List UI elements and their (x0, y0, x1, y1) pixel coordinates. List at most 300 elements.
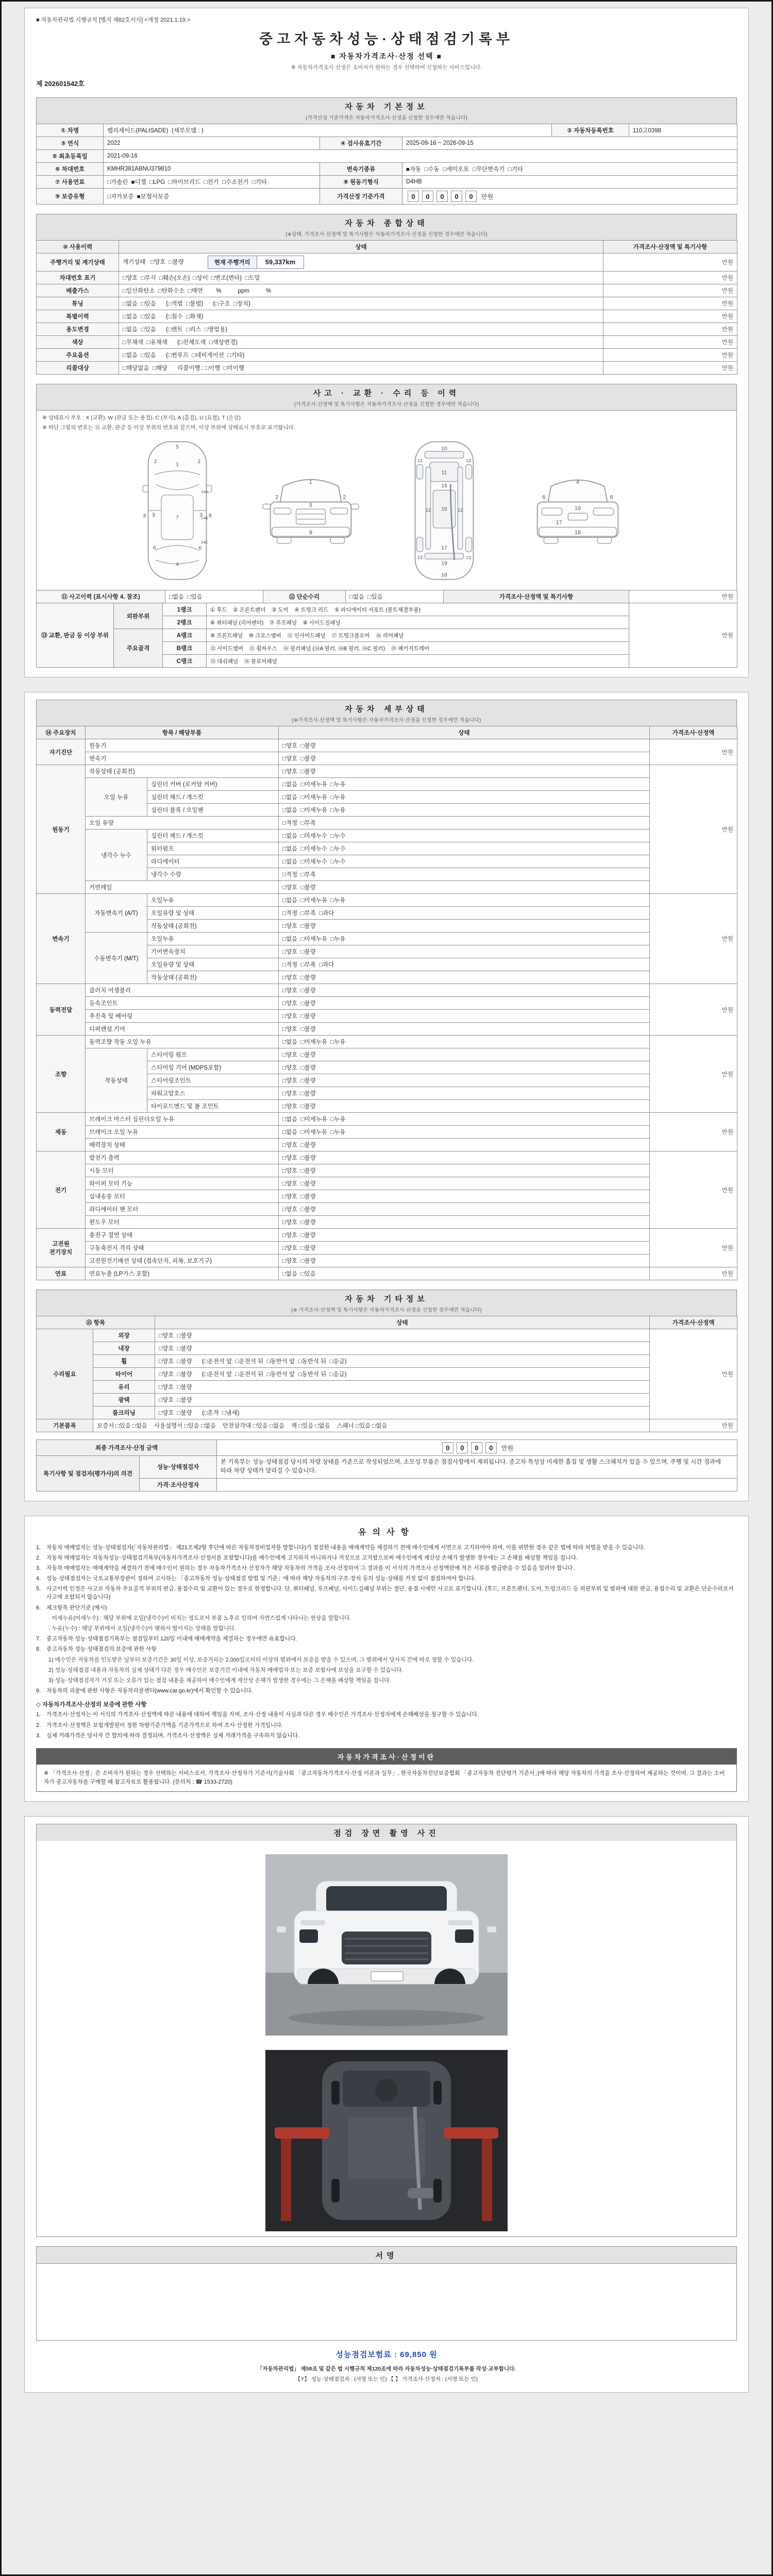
section-sign-header (36, 2246, 737, 2263)
overall-usage-label: 특별이력 (37, 310, 119, 323)
svg-text:18: 18 (575, 530, 581, 536)
detail-row (37, 1203, 737, 1216)
misc-row (37, 1419, 737, 1432)
notice-text: 사고이력 인정은 사고로 자동차 주요골격 부위의 판금, 용접수리 및 교환이 있는 경우로 한정합니다. 단, 쿼터패널, 루프패널, 사이드실패널 부위는 절단, 용접 시에만 사고로 표기합니다. (후드, 프론트펜더, 도어, 트렁크리드 등 외판부위 및 범퍼에 대한 판금, 용접수리 및 교환은 단순수리로서 사고에 포함되지 않습니다) (46, 1586, 734, 1601)
accident-price-header: 가격조사·산정액 및 특기사항 (444, 590, 629, 603)
section-accident-note: (가격조사·산정액 및 특기사항은 자동차가격조사·산정을 신청한 경우에만 적습니다) (294, 402, 479, 408)
item-label: 추진축 및 베어링 (86, 1010, 279, 1023)
item-status: □양호 □불량 (279, 1216, 650, 1229)
sheet-photos (24, 1816, 749, 2393)
detail-row (37, 778, 737, 791)
device-price: 만원 (650, 739, 737, 765)
item-status: □양호 □불량 (279, 1151, 650, 1164)
svg-text:1: 1 (176, 462, 179, 468)
car-top-view-diagram (136, 437, 219, 584)
svg-text:3: 3 (199, 512, 203, 518)
detail-row (37, 984, 737, 997)
device-label: 원동기 (37, 765, 86, 894)
section-detail-note: (※가격조사·산정액 및 특기사항은 자동차가격조사·산정을 신청한 경우에만 적습니다) (292, 718, 481, 723)
overall-price: 만원 (603, 284, 737, 297)
section-detail-title: 자동차 세부상태 (345, 705, 428, 714)
svg-text:2: 2 (197, 459, 201, 465)
price-digit: 0 (408, 191, 419, 202)
table-row (37, 1478, 737, 1491)
notice-item (36, 1614, 737, 1622)
sheet-detail (24, 692, 749, 1501)
item-label: 동력조향 작동 오일 누유 (86, 1036, 279, 1048)
final-price-table (36, 1439, 737, 1456)
svg-text:14C: 14C (200, 540, 208, 545)
svg-text:10: 10 (441, 446, 447, 452)
table-row (37, 124, 737, 137)
svg-text:18: 18 (441, 572, 447, 578)
item-label: 오일 유량 (86, 817, 279, 829)
item-label: 스티어링 기어 (MDPS포함) (147, 1061, 279, 1074)
misc-item-label: 광택 (93, 1394, 155, 1406)
device-price: 만원 (650, 1267, 737, 1280)
overall-status: □양호 □부식 □훼손(오손) □상이 □변조(변타) □도말 (119, 272, 603, 284)
item-status: □없음 □미세누유 □누유 (279, 791, 650, 804)
car-diagrams (40, 432, 733, 588)
section-basic-info-header (36, 97, 737, 124)
item-status: □양호 □불량 (279, 1023, 650, 1036)
device-subgroup-label: 자동변속기 (A/T) (86, 894, 147, 933)
overall-price: 만원 (603, 336, 737, 349)
item-status: □양호 □불량 (279, 945, 650, 958)
device-price: 만원 (650, 1036, 737, 1113)
exchange-parts-label: ⑬ 교환, 판금 등 이상 부위 (37, 603, 114, 668)
rank-label: C랭크 (163, 655, 207, 668)
item-status: □양호 □불량 (279, 1010, 650, 1023)
misc-row (37, 1381, 737, 1394)
overall-usage-label: 용도변경 (37, 323, 119, 336)
page-subtitle: ■ 자동차가격조사·산정 선택 ■ (330, 52, 442, 60)
overall-price: 만원 (603, 323, 737, 336)
item-status: □없음 □미세누수 □누수 (279, 842, 650, 855)
detail-row (37, 894, 737, 907)
detail-row (37, 1151, 737, 1164)
year-label: ③ 연식 (37, 137, 104, 150)
notice-text: 중고자동차 성능·상태점검의 보증에 관한 사항 (46, 1646, 157, 1653)
section-misc-header (36, 1290, 737, 1316)
notice-text: 자동차의 리콜에 관한 사항은 자동차리콜센터(www.car.go.kr)에서 확인할 수 있습니다. (46, 1688, 253, 1694)
item-status: □양호 □불량 (279, 1061, 650, 1074)
overall-col-price: 가격조사·산정액 및 특기사항 (603, 241, 737, 253)
misc-price: 만원 (650, 1419, 737, 1432)
misc-item-label: 외장 (93, 1329, 155, 1342)
overall-row (37, 297, 737, 310)
notice-item (36, 1645, 737, 1653)
rank-parts: ⑥ 쿼터패널 (리어펜더) ⑦ 루프패널 ⑧ 사이드실패널 (207, 616, 629, 629)
item-status: □없음 □미세누유 □누유 (279, 933, 650, 945)
section-accident-header (36, 384, 737, 410)
svg-text:15: 15 (441, 483, 447, 489)
final-price-value (217, 1440, 737, 1456)
notice-number: 2. (36, 1722, 41, 1728)
item-label: 변속기 (86, 752, 279, 765)
detail-row (37, 817, 737, 829)
rank-label: 1랭크 (163, 603, 207, 616)
item-status: □없음 □미세누유 □누유 (279, 778, 650, 791)
misc-row (37, 1342, 737, 1355)
svg-text:4: 4 (176, 562, 179, 568)
item-status: □없음 □미세누유 □누유 (279, 894, 650, 907)
item-label: 윈도우 모터 (86, 1216, 279, 1229)
device-subgroup-label: 수동변속기 (M/T) (86, 933, 147, 984)
item-label: 냉각수 수량 (147, 868, 279, 881)
detail-row (37, 1177, 737, 1190)
item-label: 실린더 헤드 / 개스킷 (147, 791, 279, 804)
notice-heading: ◇ 자동차가격조사·산정의 보증에 관한 사항 (36, 1702, 147, 1708)
detail-row (37, 752, 737, 765)
notice-text: 중고자동차 성능·상태점검기록부는 점검일부터 120일 이내에 매매계약을 체결하는 경우에만 유효합니다. (46, 1636, 297, 1642)
misc-item-status: □양호 □불량 (□운전석 앞 □운전석 뒤 □동반석 앞 □동반석 뒤 □응급) (155, 1355, 650, 1368)
page-subnote: ※ 자동차가격조사·산정은 소비자가 원하는 경우 선택하여 신청하는 서비스입니다. (291, 64, 482, 71)
price-digit: 0 (465, 191, 477, 202)
notice-item (36, 1635, 737, 1643)
misc-group-label: 기본품목 (37, 1419, 93, 1432)
section-overall-header (36, 214, 737, 240)
reg-no-value: 110고0398 (629, 124, 737, 137)
rank-label: A랭크 (163, 629, 207, 642)
device-price: 만원 (650, 984, 737, 1036)
overall-usage-label: 색상 (37, 336, 119, 349)
item-status: □양호 □불량 (279, 1139, 650, 1151)
rank-row (37, 603, 737, 616)
overall-row (37, 362, 737, 375)
overall-status: □일산화탄소 □탄화수소 □매연 % ppm % (119, 284, 603, 297)
item-status: □양호 □불량 (279, 1190, 650, 1203)
car-submodel: (세부모델 : ) (172, 128, 204, 134)
detail-row (37, 1164, 737, 1177)
item-label: 파워고압호스 (147, 1087, 279, 1100)
notice-text: 2) 성능·상태점검 내용과 자동차의 실제 상태가 다른 경우 매수인은 보증기간 이내에 자동차 매매업자 또는 보증 보험사에 보상을 요구할 수 있습니다. (48, 1667, 404, 1673)
section-sign-title: 서명 (375, 2251, 398, 2261)
item-status: □없음 □미세누유 □누유 (279, 1113, 650, 1126)
item-status: □없음 □미세누유 □누유 (279, 804, 650, 817)
item-status: □양호 □불량 (279, 1048, 650, 1061)
svg-text:14B: 14B (201, 515, 208, 520)
accident-price: 만원 (629, 603, 737, 668)
overall-price: 만원 (603, 362, 737, 375)
fuel-options: □가솔린 ■디젤 □LPG □하이브리드 □전기 □수소전기 □기타 (104, 176, 320, 189)
notice-text: 가격조사·산정액은 보험개발원이 정한 차량기준가액을 기준가격으로 하여 조사·산정한 가격입니다. (46, 1722, 283, 1728)
accident-diagram-table (36, 410, 737, 590)
table-row (37, 590, 737, 603)
page-title: 중고자동차성능·상태점검기록부 (259, 31, 514, 47)
accident-history-table (36, 590, 737, 603)
document-number: 제 202601542호 (36, 80, 85, 88)
overall-status: □없음 □있음 (□적법 □불법) (□구조 □장치) (119, 297, 603, 310)
overall-usage-label: 주행거리 및 계기상태 (37, 253, 119, 272)
notice-item (36, 1721, 737, 1730)
overall-condition-table (36, 240, 737, 375)
svg-text:14A: 14A (201, 489, 208, 495)
notice-item (36, 1666, 737, 1674)
detail-row (37, 1255, 737, 1267)
item-label: 디퍼렌셜 기어 (86, 1023, 279, 1036)
year-value: 2022 (104, 137, 320, 150)
svg-text:13: 13 (417, 555, 423, 561)
transmission-options: ■자동 □수동 □세미오토 □무단변속기 □기타 (402, 163, 737, 176)
item-label: 실린더 블록 / 오일팬 (147, 804, 279, 817)
notice-text: · 누유(누수) : 해당 부위에서 오일(냉각수)이 맺혀서 떨어지는 상태를 말합니다. (48, 1625, 236, 1632)
misc-item-status: □양호 □불량 (155, 1381, 650, 1394)
detail-row (37, 1190, 737, 1203)
item-label: 오일누유 (147, 894, 279, 907)
section-overall-note: (※상태, 가격조사·산정액 및 특기사항은 자동차가격조사·산정을 신청한 경우에만 적습니다) (285, 232, 488, 238)
item-label: 연료누출 (LP가스 포함) (86, 1267, 279, 1280)
rank-parts: ⑫ 사이드멤버 ⑬ 휠하우스 ⑭ 필러패널 (⑭A 필러, ⑭B 필러, ⑭C 필러) ⑲ 패키지트레이 (207, 642, 629, 655)
photos-frame (36, 1841, 737, 2237)
device-label: 제동 (37, 1113, 86, 1151)
svg-text:16: 16 (441, 506, 447, 512)
notice-number: 1. (36, 1711, 41, 1718)
base-price-value (402, 189, 737, 205)
notice-text: 가격조사·산정자는 이 서식의 가격조사·산정액에 따른 내용에 대하여 책임을 지며, 조사·산정 내용이 사실과 다른 경우 매수인은 가격조사·산정자에게 손해배상을 청구할 수 있습니다. (46, 1711, 479, 1718)
car-underbody-diagram (403, 437, 485, 584)
item-label: 실린더 커버 (로커암 커버) (147, 778, 279, 791)
price-definition-title: 자동차가격조사·산정이란 (37, 1749, 736, 1765)
device-label: 조향 (37, 1036, 86, 1113)
misc-item-status: 보증서 □있음 □없음 사용설명서 □있음 □없음 안전삼각대 □있음 □없음 잭 □있음 □없음 스패너 □있음 □없음 (93, 1419, 650, 1432)
svg-text:6: 6 (198, 545, 202, 551)
detail-row (37, 1113, 737, 1126)
notice-item (36, 1544, 737, 1552)
misc-item-status: □양호 □불량 (155, 1342, 650, 1355)
svg-text:1: 1 (309, 479, 312, 486)
overall-status: 계기상태 □양호 □불량 현재 주행거리 59,337km (119, 253, 603, 272)
notice-item (36, 1554, 737, 1562)
detail-row (37, 1010, 737, 1023)
sheet-basic (24, 8, 749, 677)
misc-item-label: 유리 (93, 1381, 155, 1394)
footer-legal-line: 「자동차관리법」 제58조 및 같은 법 시행규칙 제120조에 따라 자동차성능·상태점검기록부를 작성·교부합니다. (257, 2366, 516, 2372)
device-label: 전기 (37, 1151, 86, 1229)
notice-item (36, 1604, 737, 1612)
notice-text: 3) 성능·상태점검자가 거짓 또는 오류가 있는 점검 내용을 제공하여 매수인에게 재산상 손해가 발생한 경우에는 그 손해를 배상할 책임을 집니다. (48, 1677, 391, 1684)
item-label: 브레이크 마스터 실린더오일 누유 (86, 1113, 279, 1126)
notice-item (36, 1656, 737, 1664)
overall-price: 만원 (603, 349, 737, 362)
item-status: □양호 □불량 (279, 1100, 650, 1113)
notices-title: 유의사항 (358, 1528, 415, 1537)
item-label: 충전구 절연 상태 (86, 1229, 279, 1242)
item-status: □양호 □불량 (279, 1177, 650, 1190)
first-reg-label: ⑤ 최초등록일 (37, 150, 104, 163)
item-status: □양호 □불량 (279, 1074, 650, 1087)
car-front-view-diagram (251, 437, 370, 584)
engine-type-value: D4HB (402, 176, 737, 189)
detail-row (37, 1267, 737, 1280)
svg-text:17: 17 (556, 519, 562, 526)
notice-item (36, 1585, 737, 1601)
svg-text:6: 6 (610, 494, 613, 501)
item-label: 오일유량 및 상태 (147, 958, 279, 971)
overall-usage-label: 리콜대상 (37, 362, 119, 375)
inspection-photo-underbody (265, 2050, 508, 2231)
notice-item (36, 1732, 737, 1740)
table-row (37, 163, 737, 176)
sheet-notices (24, 1516, 749, 1802)
notice-number: 7. (36, 1636, 41, 1642)
item-status: □양호 □불량 (279, 984, 650, 997)
overall-row (37, 253, 737, 272)
rank-label: 2랭크 (163, 616, 207, 629)
item-status: □양호 □불량 (279, 881, 650, 894)
item-label: 시동 모터 (86, 1164, 279, 1177)
insurance-fee: 성능점검보험료 : 69,850 원 (335, 2350, 438, 2360)
item-label: 기어변속장치 (147, 945, 279, 958)
item-label: 와이퍼 모터 기능 (86, 1177, 279, 1190)
item-status: □양호 □불량 (279, 752, 650, 765)
misc-col-price: 가격조사·산정액 (650, 1316, 737, 1329)
misc-col-item: ⑮ 항목 (37, 1316, 155, 1329)
device-label: 연료 (37, 1267, 86, 1280)
vin-label: ⑥ 차대번호 (37, 163, 104, 176)
item-label: 오일누유 (147, 933, 279, 945)
misc-item-label: 룸크리닝 (93, 1406, 155, 1419)
table-row (37, 176, 737, 189)
svg-text:3: 3 (152, 512, 155, 518)
detail-col-device: ⑭ 주요장치 (37, 726, 86, 739)
car-rear-view-diagram (518, 437, 637, 584)
notices-list (36, 1544, 737, 1740)
notice-text: 체크항목 판단기준 (예시) (46, 1604, 107, 1611)
notice-item (36, 1710, 737, 1719)
misc-item-status: □양호 □불량 (□운전석 앞 □운전석 뒤 □동반석 앞 □동반석 뒤 □응급) (155, 1368, 650, 1381)
opinion-row-inspector-label: 성능·상태점검자 (140, 1456, 217, 1479)
current-mileage-box (208, 256, 304, 269)
svg-text:13: 13 (466, 457, 471, 463)
state-code-legend: ※ 상태표시 부호 : X (교환), W (판금 또는 용접), C (부식), A (흠집), U (요철), T (손상) (42, 415, 241, 421)
detail-col-status: 상태 (279, 726, 650, 739)
detail-row (37, 829, 737, 842)
engine-type-label: ⑧ 원동기형식 (320, 176, 402, 189)
item-label: 배력장치 상태 (86, 1139, 279, 1151)
table-header-row (37, 241, 737, 253)
device-subgroup-label: 작동상태 (86, 1048, 147, 1113)
transmission-label: 변속기종류 (320, 163, 402, 176)
notice-number: 3. (36, 1732, 41, 1739)
vin-value: KMHR381ABNU379810 (104, 163, 320, 176)
notice-number: 5. (36, 1586, 41, 1592)
warranty-label: ⑨ 보증유형 (37, 189, 104, 205)
price-digit: 0 (442, 1442, 453, 1453)
item-label: 라디에이터 (147, 855, 279, 868)
detail-row (37, 1139, 737, 1151)
detail-row (37, 881, 737, 894)
misc-row (37, 1406, 737, 1419)
table-row (37, 150, 737, 163)
signature-box (36, 2263, 737, 2341)
item-label: 스티어링조인트 (147, 1074, 279, 1087)
detail-row (37, 739, 737, 752)
item-label: 작동상태 (공회전) (147, 971, 279, 984)
valid-value: 2025-09-16 ~ 2026-09-15 (402, 137, 737, 150)
photo-list (37, 1841, 736, 2236)
item-status: □양호 □불량 (279, 1164, 650, 1177)
detail-row (37, 1126, 737, 1139)
inspection-photo-front (265, 1854, 508, 2036)
overall-usage-label: 주요옵션 (37, 349, 119, 362)
overall-col-usage: ⑩ 사용이력 (37, 241, 119, 253)
item-status: □양호 □불량 (279, 739, 650, 752)
svg-text:2: 2 (343, 494, 346, 501)
price-digit: 0 (451, 191, 462, 202)
item-label: 작동상태 (공회전) (147, 920, 279, 933)
detail-col-item: 항목 / 해당부품 (86, 726, 279, 739)
item-label: 클러치 어셈블리 (86, 984, 279, 997)
final-price-label: 최종 가격조사·산정 금액 (37, 1440, 217, 1456)
price-digit: 0 (485, 1442, 497, 1453)
item-label: 등속조인트 (86, 997, 279, 1010)
notice-number: 4. (36, 1575, 41, 1582)
item-label: 원동기 (86, 739, 279, 752)
svg-text:8: 8 (143, 513, 146, 519)
misc-item-label: 휠 (93, 1355, 155, 1368)
section-detail-header (36, 700, 737, 726)
section-accident-title: 사고 · 교환 · 수리 등 이력 (313, 389, 460, 398)
overall-row (37, 323, 737, 336)
overall-price: 만원 (603, 253, 737, 272)
current-mileage-label: 현재 주행거리 (208, 256, 257, 268)
item-status: □적정 □부족 □과다 (279, 907, 650, 920)
device-label: 자기진단 (37, 739, 86, 765)
svg-text:12: 12 (457, 506, 463, 513)
price-definition-box (36, 1748, 737, 1792)
item-status: □없음 □미세누수 □누수 (279, 829, 650, 842)
svg-text:2: 2 (275, 494, 279, 501)
notice-item (36, 1564, 737, 1572)
notice-text: 자동차 매매업자는 성능·상태점검자(「자동차관리법」 제21조제2항 후단에 따른 자동차정비업자를 말합니다)가 점검한 내용을 매매계약을 체결하기 전에 매수인에게 서면으로 고지하여야 하며, 이를 위반한 경우 같은 법에 따라 처벌을 받을 수 있습니다. (46, 1544, 645, 1551)
item-status: □양호 □불량 (279, 1255, 650, 1267)
detail-row (37, 1229, 737, 1242)
table-row (37, 137, 737, 150)
section-misc-note: (※ 가격조사·산정액 및 특기사항은 자동차가격조사·산정을 신청한 경우에만 적습니다) (291, 1308, 482, 1313)
svg-text:12: 12 (425, 506, 431, 513)
detail-row (37, 1023, 737, 1036)
opinion-label: 특기사항 및 점검자(평가사)의 의견 (37, 1456, 140, 1492)
overall-row (37, 284, 737, 297)
svg-text:8: 8 (209, 513, 212, 519)
svg-text:19: 19 (441, 561, 447, 567)
section-photos-header (36, 1824, 737, 1841)
footer-sign-line: 【Y】 성능·상태점검자 : (서명 또는 인) 【 】 가격조사·산정자 : (서명 또는 인) (295, 2376, 478, 2383)
overall-row (37, 336, 737, 349)
notice-text: 1) 매수인은 자동차를 인도받은 날부터 보증기간은 30일 이상, 보증거리는 2,000킬로미터 이상의 범위에서 보증을 받을 수 있으며, 그 범위에서 당사자 간에 따로 정할 수 있습니다. (48, 1656, 474, 1663)
section-basic-info-note: (가격산정 기준가격은 자동차가격조사·산정을 신청한 경우에만 적습니다) (306, 115, 467, 121)
item-status: □양호 □불량 (279, 997, 650, 1010)
item-status: □적정 □부족 □과다 (279, 958, 650, 971)
notice-text: · 미세누유(미세누수) : 해당 부위에 오일(냉각수)이 비치는 정도로서 부품 노후로 인하여 자연스럽게 나타나는 현상을 말합니다. (48, 1615, 351, 1621)
item-status: □양호 □불량 (279, 920, 650, 933)
first-reg-value: 2021-09-16 (104, 150, 737, 163)
device-price: 만원 (650, 1113, 737, 1151)
overall-usage-label: 차대번호 표기 (37, 272, 119, 284)
misc-row (37, 1355, 737, 1368)
misc-item-status: □양호 □불량 (155, 1329, 650, 1342)
overall-status: □없음 □있음 (□썬루프 □네비게이션 □기타) (119, 349, 603, 362)
misc-col-status: 상태 (155, 1316, 650, 1329)
table-row (37, 1440, 737, 1456)
item-status: □없음 □미세누수 □누수 (279, 855, 650, 868)
device-price: 만원 (650, 894, 737, 984)
overall-row (37, 349, 737, 362)
detail-row (37, 1036, 737, 1048)
rank-parts: ① 후드 ② 프론트펜더 ③ 도어 ④ 트렁크 리드 ⑤ 라디에이터 서포트 (볼트체결부품) (207, 603, 629, 616)
rank-label: B랭크 (163, 642, 207, 655)
